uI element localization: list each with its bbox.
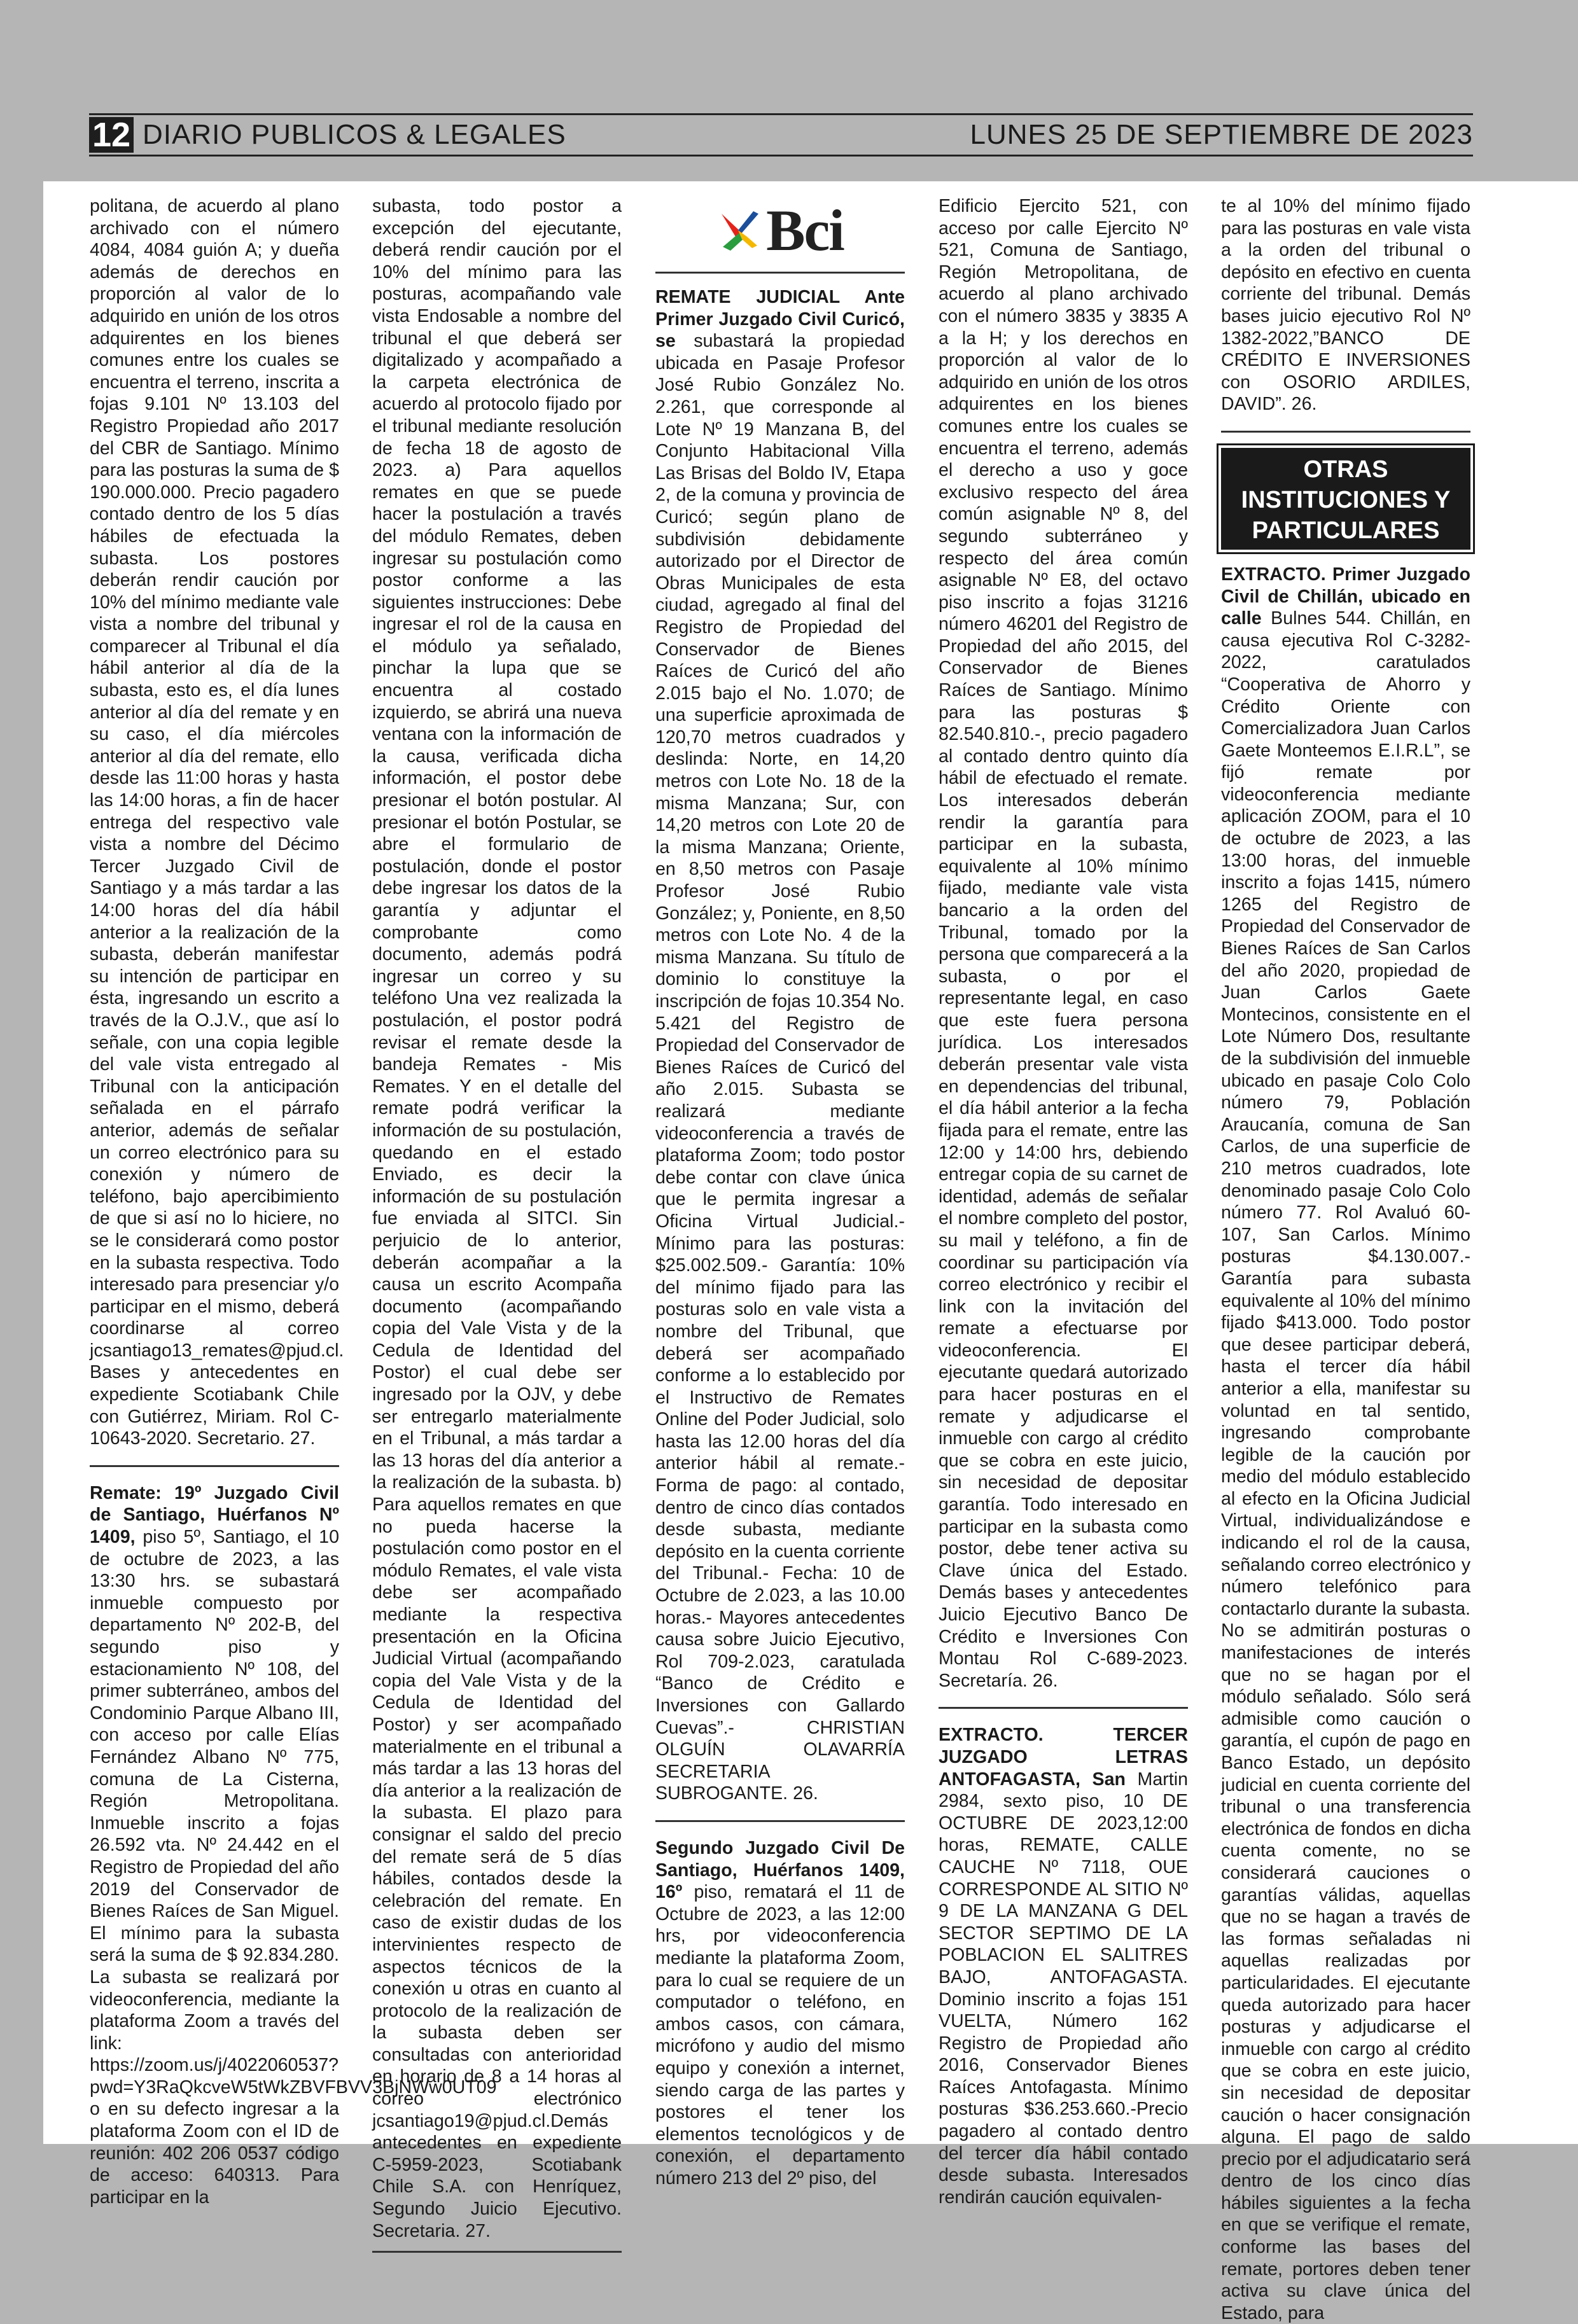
notice-divider (655, 1820, 905, 1822)
notice-divider (1221, 431, 1470, 433)
notice-body: Martin 2984, sexto piso, 10 DE OCTUBRE DE 2023,12:00 horas, REMATE, CALLE CAUCHE Nº 7118, OUE CORRESPONDE AL SITIO Nº 9 DE LA MANZANA G DEL SECTOR SEPTIMO DE LA POBLACION EL SALITRES BAJO, ANTOFAGASTA. Dominio inscrito a fojas 151 VUELTA, Número 162 Registro de Propiedad año 2016, Conservador Bienes Raíces Antofagasta. Mínimo posturas $36.253.660.-Precio pagadero al contado dentro del tercer día hábil contado desde subasta. Interesados rendirán caución equivalen- (939, 1769, 1189, 2208)
notice-divider (372, 2251, 622, 2253)
notice-text: Edificio Ejercito 521, con acceso por calle Ejercito Nº 521, Comuna de Santiago, Región Metropolitana, de acuerdo al plano archivado con el número 3835 y 3835 A a la H; y los derechos en proporción al valor de lo adquirido en unión de los otros adquirentes en los bienes comunes entre los cuales se encuentra el terreno, además el derecho a uso y goce exclusivo respecto del área común asignable Nº 8, del segundo subterráneo y respecto del área común asignable Nº E8, del octavo piso inscrito a fojas 31216 número 46201 del Registro de Propiedad del año 2015, del Conservador de Bienes Raíces de Santiago. Mínimo para las posturas $ 82.540.810.-, precio pagadero al contado dentro quinto día hábil de efectuado el remate. Los interesados deberán rendir la garantía para participar en la subasta, equivalente al 10% mínimo fijado, mediante vale vista bancario a la orden del Tribunal, tomado por la persona que comparecerá a la subasta, o por el representante legal, en caso que este fuera persona jurídica. Los interesados deberán presentar vale vista en dependencias del tribunal, el día hábil anterior a la fecha fijada para el remate, entre las 12:00 y 14:00 hrs, debiendo entregar copia de su carnet de identidad, además de señalar el nombre completo del postor, su mail y teléfono, a fin de coordinar su participación vía correo electrónico y recibir el link con la invitación del remate a efectuarse por videoconferencia. El ejecutante quedará autorizado para hacer posturas en el remate y adjudicarse el inmueble con cargo al crédito que se cobra en este juicio, sin necesidad de depositar garantía. Todo interesado en participar en la subasta como postor, debe tener activa su Clave única del Estado. Demás bases y antecedentes Juicio Ejecutivo Banco De Crédito e Inversiones Con Montau Rol C-689-2023. Secretaría. 26. (939, 196, 1188, 1691)
notice-text: te al 10% del mínimo fijado para las posturas en vale vista a la orden del tribunal o depósito en efectivo en cuenta corriente del tribunal. Demás bases juicio ejecutivo Rol Nº 1382-2022,”BANCO DE CRÉDITO E INVERSIONES con OSORIO ARDILES, DAVID”. 26. (1221, 196, 1470, 415)
notice-text: subasta, todo postor a excepción del ejecutante, deberá rendir caución por el 10% del mínimo para las posturas, acompañando vale vista Endosable a nombre del tribunal el que deberá ser digitalizado y acompañado a la carpeta electrónica de acuerdo al protocolo fijado por el tribunal mediante resolución de fecha 18 de agosto de 2023. a) Para aquellos remates en que se puede hacer la postulación a través del módulo Remates, deben ingresar su postulación como postor conforme a las siguientes instrucciones: Debe ingresar el rol de la causa en el módulo ya señalado, pinchar la lupa que se encuentra al costado izquierdo, se abrirá una nueva ventana con la información de la causa, verificada dicha información, el postor debe presionar el botón postular. Al presionar el botón Postular, se abre el formulario de postulación, donde el postor debe ingresar los datos de la garantía y adjuntar el comprobante como documento, además podrá ingresar un correo y su teléfono Una vez realizada la postulación, el postor podrá revisar el remate desde la bandeja Remates - Mis Remates. Y en el detalle del remate podrá verificar la información de su postulación, quedando en el estado Enviado, es decir la información de su postulación fue enviada al SITCI. Sin perjuicio de lo anterior, deberán acompañar a la causa un escrito Acompaña documento (acompañando copia del Vale Vista y de la Cedula de Identidad del Postor) el cual debe ser ingresado por la OJV, y debe ser entregarlo materialmente en el Tribunal, a más tardar a las 13 horas del día anterior a la realización de la subasta. b) Para aquellos remates en que no pueda hacerse la postulación como postor en el módulo Remates, el vale vista debe ser acompañado mediante la respectiva presentación en la Oficina Judicial Virtual (acompañando copia del Vale Vista y de la Cedula de Identidad del Postor) y ser acompañado materialmente en el tribunal a más tardar a las 13 horas del día anterior a la realización de la subasta. El plazo para consignar el saldo del precio del remate será de 5 días hábiles, contados desde la celebración del remate. En caso de existir dudas de los intervinientes respecto de aspectos técnicos de la conexión u otras en cuanto al protocolo de la realización de la subasta deben ser consultadas con anterioridad en horario de 8 a 14 horas al correo electrónico jcsantiago19@pjud.cl.Demás antecedentes en expediente C-5959-2023, Scotiabank Chile S.A. con Henríquez, Segundo Juicio Ejecutivo. Secretaria. 27. (372, 196, 622, 2241)
notice-heading: REMATE JUDICIAL Ante Primer Juzgado Civil Curicó, se (655, 287, 905, 352)
notice-heading: Segundo Juzgado Civil De Santiago, Huérfanos 1409, 16º (655, 1837, 905, 1903)
notice-divider (90, 1465, 339, 1467)
notice-body: piso 5º, Santiago, el 10 de octubre de 2023, a las 13:30 hrs. se subastará inmueble compuesto por departamento Nº 202-B, del segundo piso y estacionamiento Nº 108, del primer subterráneo, ambos del Condominio Parque Albano III, con acceso por calle Elías Fernández Albano Nº 775, comuna de La Cisterna, Región Metropolitana. Inmueble inscrito a fojas 26.592 vta. Nº 24.442 en el Registro de Propiedad del año 2019 del Conservador de Bienes Raíces de San Miguel. El mínimo para la subasta será la suma de $ 92.834.280. La subasta se realizará por videoconferencia, mediante la plataforma Zoom a través del link: https://zoom.us/j/4022060537?pwd=Y3RaQkcveW5tWkZBVFBVV3BjNWw0UT09 o en su defecto ingresar a la plataforma Zoom con el ID de reunión: 402 206 0537 código de acceso: 640313. Para participar en la (90, 1527, 497, 2208)
column-3 (655, 195, 905, 2189)
notice-text (1221, 564, 1470, 2324)
bci-logo (655, 195, 905, 274)
notice-heading: EXTRACTO. TERCER JUZGADO LETRAS ANTOFAGASTA, San (939, 1725, 1188, 1790)
notice-heading: EXTRACTO. Primer Juzgado Civil de Chillán, ubicado en calle (1221, 564, 1470, 629)
page-header (89, 113, 1473, 157)
publication-title: DIARIO PUBLICOS & LEGALES (143, 119, 566, 150)
notice-divider (939, 1707, 1188, 1709)
publication-date: LUNES 25 DE SEPTIEMBRE DE 2023 (970, 119, 1473, 150)
section-banner: OTRAS INSTITUCIONES Y PARTICULARES (1221, 448, 1470, 550)
notice-text: politana, de acuerdo al plano archivado con el número 4084, 4084 guión A; y dueña además de derechos en proporción al valor de lo adquirido en unión de los otros adquirentes en los bienes comunes entre los cuales se encuentra el terreno, inscrita a fojas 9.101 Nº 13.103 del Registro Propiedad año 2017 del CBR de Santiago. Mínimo para las posturas la suma de $ 190.000.000. Precio pagadero contado dentro de los 5 días hábiles de efectuada la subasta. Los postores deberán rendir caución por 10% del mínimo mediante vale vista a nombre del tribunal y comparecer al Tribunal el día hábil anterior al día de la subasta, esto es, el día lunes anterior al día del remate y en su caso, el día miércoles anterior al día del remate, ello desde las 11:00 horas y hasta las 14:00 horas, a fin de hacer entrega del respectivo vale vista a nombre del Décimo Tercer Juzgado Civil de Santiago y a más tardar a las 14:00 horas del día hábil anterior a la realización de la subasta, deberán manifestar su intención de participar en ésta, ingresando un escrito a través de la O.J.V., que así lo señale, con una copia legible del vale vista entregado al Tribunal con la anticipación señalada en el párrafo anterior, además de señalar un correo electrónico para su conexión y número de teléfono, bajo apercibimiento de que si así no lo hiciere, no se le considerará como postor en la subasta respectiva. Todo interesado para presenciar y/o participar en el mismo, deberá coordinarse al correo jcsantiago13_remates@pjud.cl. Bases y antecedentes en expediente Scotiabank Chile con Gutiérrez, Miriam. Rol C-10643-2020. Secretario. 27. (90, 196, 344, 1449)
notice-text (939, 1724, 1188, 2208)
notice-text (90, 1482, 497, 2209)
notice-heading: Remate: 19º Juzgado Civil de Santiago, Huérfanos Nº 1409, (90, 1482, 339, 1548)
column-1 (90, 195, 497, 2208)
page-content (43, 181, 1578, 2323)
column-5 (1221, 195, 1470, 2324)
column-2 (372, 195, 622, 2253)
page-number: 12 (89, 117, 134, 153)
notice-body: subastará la propiedad ubicada en Pasaje Profesor José Rubio González No. 2.261, que corresponde al Lote Nº 19 Manzana B, del Conjunto Habitacional Villa Las Brisas del Boldo IV, Etapa 2, de la comuna y provincia de Curicó; según plano de subdivisión debidamente autorizado por el Director de Obras Municipales de esta ciudad, agregado al final del Registro de Propiedad del Conservador de Bienes Raíces de Curicó del año 2.015 bajo el No. 1.070; de una superficie aproximada de 120,70 metros cuadrados y deslinda: Norte, en 14,20 metros con Lote No. 18 de la misma Manzana; Sur, con 14,20 metros con Lote 20 de la misma Manzana; Oriente, en 8,50 metros con Pasaje Profesor José Rubio González; y, Poniente, en 8,50 metros con Lote No. 4 de la misma Manzana. Su título de dominio lo constituye la inscripción de fojas 10.354 No. 5.421 del Registro de Propiedad del Conservador de Bienes Raíces de Curicó del año 2.015. Subasta se realizará mediante videoconferencia a través de plataforma Zoom; todo postor debe contar con clave única que le permita ingresar a Oficina Virtual Judicial.- Mínimo para las posturas: $25.002.509.- Garantía: 10% del mínimo fijado para las posturas solo en vale vista a nombre del Tribunal, que deberá ser acompañado conforme a lo establecido por el Instructivo de Remates Online del Poder Judicial, solo hasta las 12.00 horas del día anterior hábil al remate.- Forma de pago: al contado, dentro de cinco días contados desde subasta, mediante depósito en la cuenta corriente del Tribunal.- Fecha: 10 de Octubre de 2.023, a las 10.00 horas.- Mayores antecedentes causa sobre Juicio Ejecutivo, Rol 709-2.023, caratulada “Banco de Crédito e Inversiones con Gallardo Cuevas”.- CHRISTIAN OLGUÍN OLAVARRÍA SECRETARIA SUBROGANTE. 26. (655, 331, 905, 1804)
notice-body: Bulnes 544. Chillán, en causa ejecutiva Rol C-3282-2022, caratulados “Cooperativa de Ahorro y Crédito Oriente con Comercializadora Juan Carlos Gaete Monteemos E.I.R.L”, se fijó remate por videoconferencia mediante aplicación ZOOM, para el 10 de octubre de 2023, a las 13:00 horas, del inmueble inscrito a fojas 1415, número 1265 del Registro de Propiedad del Conservador de Bienes Raíces de San Carlos del año 2020, propiedad de Juan Carlos Gaete Montecinos, consistente en el Lote Número Dos, resultante de la subdivisión del inmueble ubicado en pasaje Colo Colo número 79, Población Araucanía, comuna de San Carlos, de una superficie de 210 metros cuadrados, lote denominado pasaje Colo Colo número 77. Rol Avaluó 60-107, San Carlos. Mínimo posturas $4.130.007.- Garantía para subasta equivalente al 10% del mínimo fijado $413.000. Todo postor que desee participar deberá, hasta el tercer día hábil anterior a ella, manifestar su voluntad en tal sentido, ingresando comprobante legible de la caución por medio del módulo establecido al efecto en la Oficina Judicial Virtual, individualizándose e indicando el rol de la causa, señalando correo electrónico y número telefónico para contactarlo durante la subasta. No se admitirán posturas o manifestaciones de interés que no se hagan por el módulo señalado. Sólo será admisible como caución o garantía, el cupón de pago en Banco Estado, un depósito judicial en cuenta corriente del tribunal o una transferencia electrónica de fondos en dicha cuenta comente, no se considerará cauciones o garantías válidas, aquellas que no se hagan a través de las formas señaladas ni aquellas realizadas por particularidades. El ejecutante queda autorizado para hacer posturas y adjudicarse el inmueble con cargo al crédito que se cobra en este juicio, sin necesidad de depositar caución o hacer consignación alguna. El pago de saldo precio por el adjudicatario será dentro de los cinco días hábiles siguientes a la fecha en que se verifique el remate, conforme las bases del remate, portores deben tener activa su clave única del Estado, para (1221, 608, 1470, 2323)
notice-body: piso, rematará el 11 de Octubre de 2023, a las 12:00 hrs, por videoconferencia mediante la plataforma Zoom, para lo cual se requiere de un computador o teléfono, en ambos casos, con cámara, micrófono y audio del mismo equipo y conexión a internet, siendo carga de las partes y postores el tener los elementos tecnológicos y de conexión, el departamento número 213 del 2º piso, del (655, 1882, 905, 2188)
notice-text (655, 286, 905, 1805)
bci-logo-icon (716, 207, 762, 253)
bci-logo-text: Bci (766, 197, 844, 263)
notice-text (655, 1837, 905, 2190)
column-4 (939, 195, 1188, 2208)
